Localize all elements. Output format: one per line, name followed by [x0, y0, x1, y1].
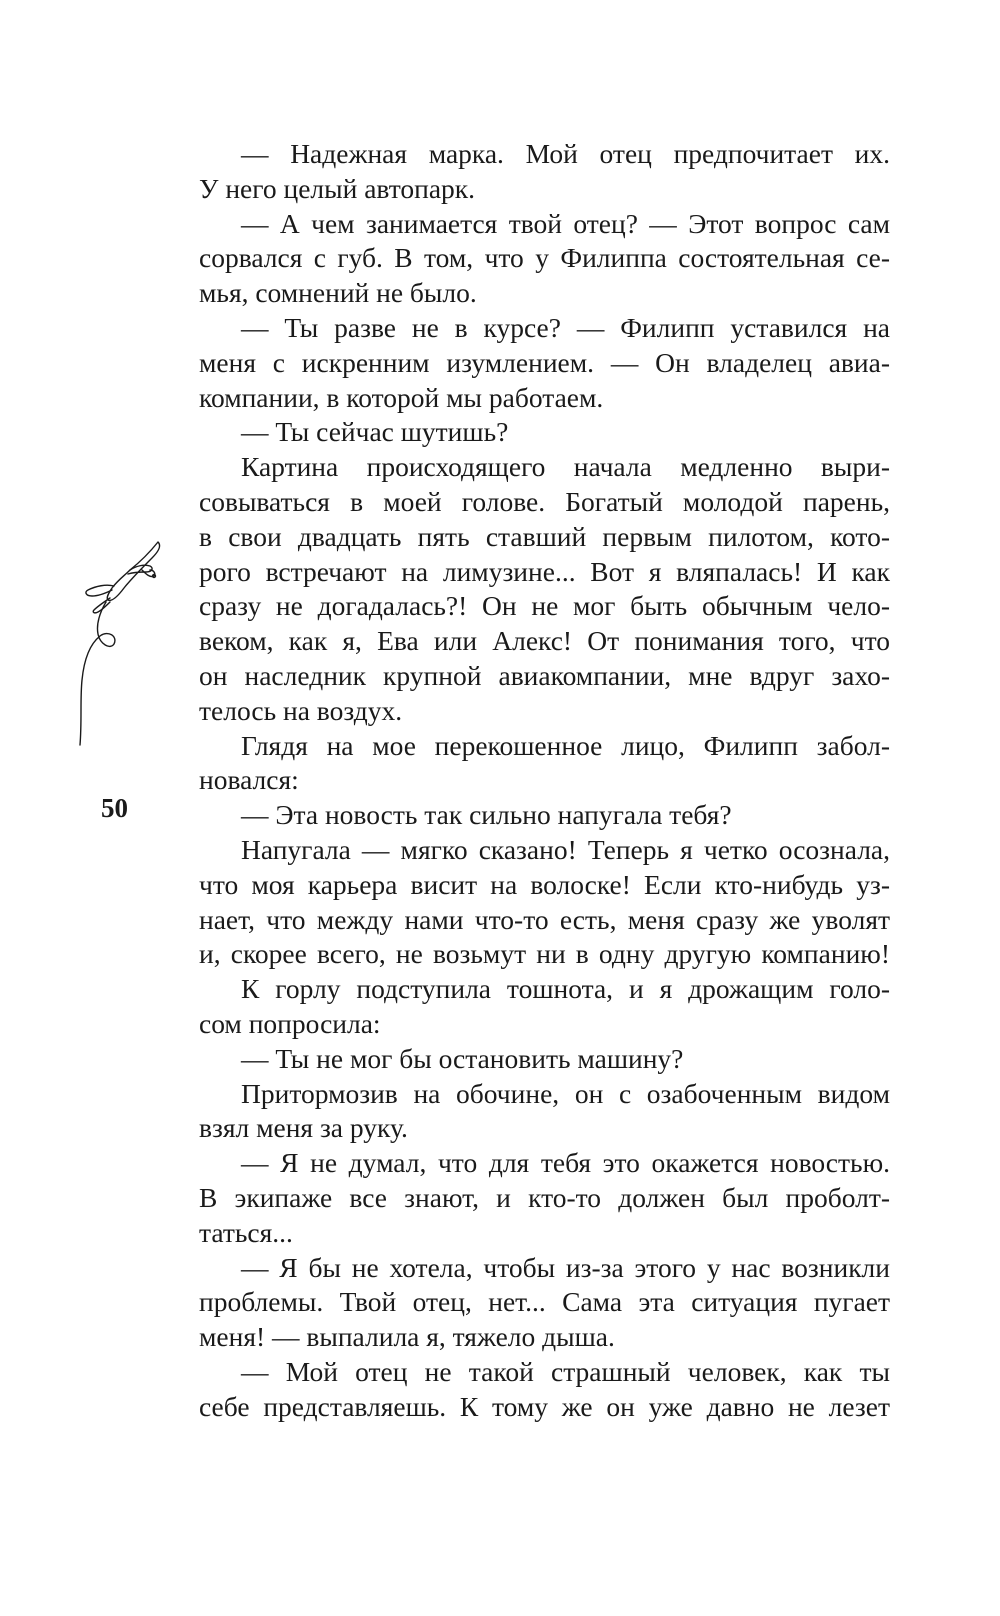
text-line: К горлу подступила тошнота, и я дрожащим голо-: [241, 973, 890, 1005]
text-line: — Надежная марка. Мой отец предпочитает их.: [241, 138, 890, 169]
text-line: он наследник крупной авиакомпании, мне вдруг захо-: [199, 659, 890, 691]
text-line: Глядя на мое перекошенное лицо, Филипп забол-: [241, 729, 890, 761]
text-line: сорвался с губ. В том, что у Филиппа состоятельная се-: [199, 242, 890, 274]
text-line: — Ты сейчас шутишь?: [241, 416, 509, 448]
text-line: взял меня за руку.: [199, 1112, 408, 1144]
text-line: меня с искренним изумлением. — Он владелец авиа-: [199, 346, 890, 378]
text-line: Притормозив на обочине, он с озабоченным видом: [241, 1077, 890, 1109]
text-line: — Я бы не хотела, чтобы из-за этого у нас возникли: [241, 1251, 890, 1283]
text-line: компании, в которой мы работаем.: [199, 381, 604, 413]
text-line: — Эта новость так сильно напугала тебя?: [241, 799, 732, 831]
text-line: проблемы. Твой отец, нет... Сама эта ситуация пугает: [199, 1286, 890, 1318]
text-line: — Ты не мог бы остановить машину?: [241, 1042, 684, 1074]
text-line: меня! — выпалила я, тяжело дыша.: [199, 1321, 615, 1353]
text-line: — Ты разве не в курсе? — Филипп уставился на: [241, 311, 890, 343]
text-line: сом попросила:: [199, 1007, 381, 1039]
text-line: рого встречают на лимузине... Вот я вляпалась! И как: [199, 555, 890, 587]
text-line: Картина происходящего начала медленно выри-: [241, 451, 890, 483]
body-text: [199, 137, 890, 1424]
text-line: себе представляешь. К тому же он уже давно не лезет: [199, 1390, 890, 1422]
text-line: — Я не думал, что для тебя это окажется новостью.: [241, 1147, 890, 1179]
text-line: В экипаже все знают, и кто-то должен был проболт-: [199, 1181, 890, 1213]
text-line: — Мой отец не такой страшный человек, как ты: [241, 1355, 890, 1387]
text-line: и, скорее всего, не возьмут ни в одну другую компанию!: [199, 938, 890, 970]
text-line: сразу не догадалась?! Он не мог быть обычным чело-: [199, 590, 890, 622]
text-line: веком, как я, Ева или Алекс! От понимания того, что: [199, 625, 890, 657]
text-line: У него целый автопарк.: [199, 172, 476, 204]
airplane-loop-icon: [70, 540, 180, 750]
text-line: Напугала — мягко сказано! Теперь я четко осознала,: [241, 833, 890, 865]
text-line: телось на воздух.: [199, 694, 403, 726]
text-line: — А чем занимается твой отец? — Этот вопрос сам: [241, 207, 890, 239]
text-line: нает, что между нами что-то есть, меня сразу же уволят: [199, 903, 890, 935]
page-number: 50: [101, 793, 128, 823]
text-line: в свои двадцать пять ставший первым пилотом, кото-: [199, 520, 890, 552]
text-line: мья, сомнений не было.: [199, 277, 477, 309]
text-line: новался:: [199, 764, 299, 796]
text-line: что моя карьера висит на волоске! Если кто-нибудь уз-: [199, 868, 890, 900]
text-line: таться...: [199, 1216, 293, 1248]
text-line: совываться в моей голове. Богатый молодой парень,: [199, 485, 890, 517]
